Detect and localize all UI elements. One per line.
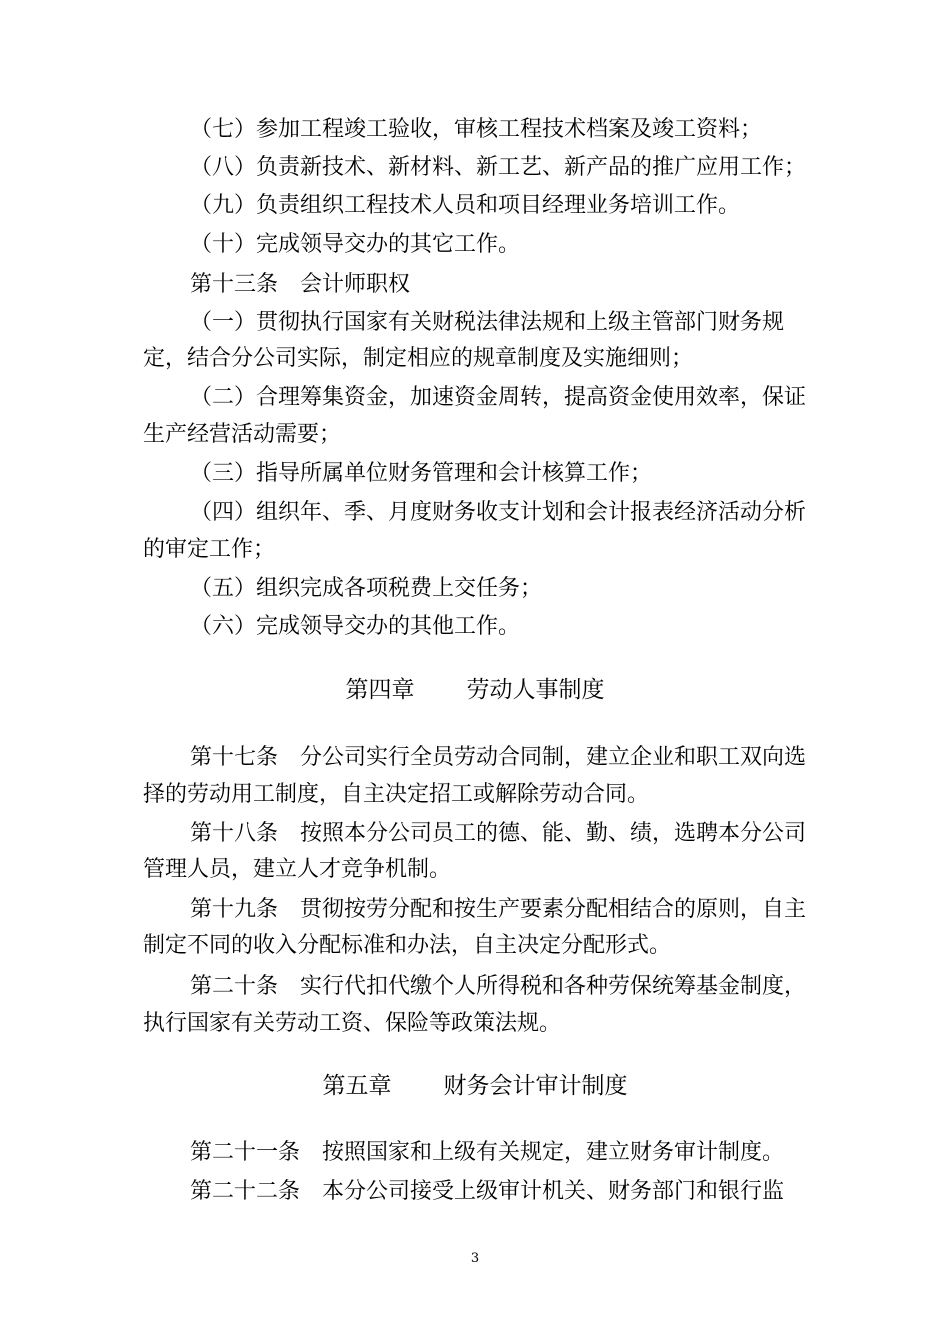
clause-ten: （十）完成领导交办的其它工作。 <box>190 232 521 257</box>
article-13-item-3: （三）指导所属单位财务管理和会计核算工作； <box>190 461 653 486</box>
clause-seven: （七）参加工程竣工验收，审核工程技术档案及竣工资料； <box>190 117 763 142</box>
chapter-4-heading <box>0 676 950 704</box>
chapter-5-number: 第五章 <box>322 1073 392 1099</box>
article-20-line-2: 执行国家有关劳动工资、保险等政策法规。 <box>143 1011 562 1036</box>
article-13-item-5: （五）组织完成各项税费上交任务； <box>190 576 543 601</box>
article-22-line-1: 第二十二条 本分公司接受上级审计机关、财务部门和银行监 <box>190 1179 785 1204</box>
chapter-5-heading <box>0 1072 950 1100</box>
article-18-line-1: 第十八条 按照本分公司员工的德、能、勤、绩，选聘本分公司 <box>190 821 807 846</box>
article-19-line-1: 第十九条 贯彻按劳分配和按生产要素分配相结合的原则，自主 <box>190 897 807 922</box>
article-13-item-4-line-1: （四）组织年、季、月度财务收支计划和会计报表经济活动分析 <box>190 500 807 525</box>
chapter-4-title: 劳动人事制度 <box>466 677 605 703</box>
article-21: 第二十一条 按照国家和上级有关规定，建立财务审计制度。 <box>190 1140 785 1165</box>
article-13-item-1-line-1: （一）贯彻执行国家有关财税法律法规和上级主管部门财务规 <box>190 310 785 335</box>
article-19-line-2: 制定不同的收入分配标准和办法，自主决定分配形式。 <box>143 933 672 958</box>
article-13-item-6: （六）完成领导交办的其他工作。 <box>190 614 521 639</box>
article-13-item-4-line-2: 的审定工作； <box>143 537 276 562</box>
article-13-item-1-line-2: 定，结合分公司实际，制定相应的规章制度及实施细则； <box>143 346 694 371</box>
chapter-4-number: 第四章 <box>345 677 415 703</box>
article-17-line-1: 第十七条 分公司实行全员劳动合同制，建立企业和职工双向选 <box>190 745 807 770</box>
page-number: 3 <box>470 1251 480 1266</box>
article-13-item-2-line-2: 生产经营活动需要； <box>143 422 342 447</box>
chapter-5-title: 财务会计审计制度 <box>443 1073 628 1099</box>
article-13-title: 第十三条 会计师职权 <box>190 272 411 297</box>
clause-nine: （九）负责组织工程技术人员和项目经理业务培训工作。 <box>190 193 741 218</box>
article-13-item-2-line-1: （二）合理筹集资金，加速资金周转，提高资金使用效率，保证 <box>190 385 807 410</box>
article-20-line-1: 第二十条 实行代扣代缴个人所得税和各种劳保统筹基金制度， <box>190 974 807 999</box>
article-17-line-2: 择的劳动用工制度，自主决定招工或解除劳动合同。 <box>143 782 650 807</box>
clause-eight: （八）负责新技术、新材料、新工艺、新产品的推广应用工作； <box>190 155 807 180</box>
article-18-line-2: 管理人员，建立人才竞争机制。 <box>143 857 452 882</box>
